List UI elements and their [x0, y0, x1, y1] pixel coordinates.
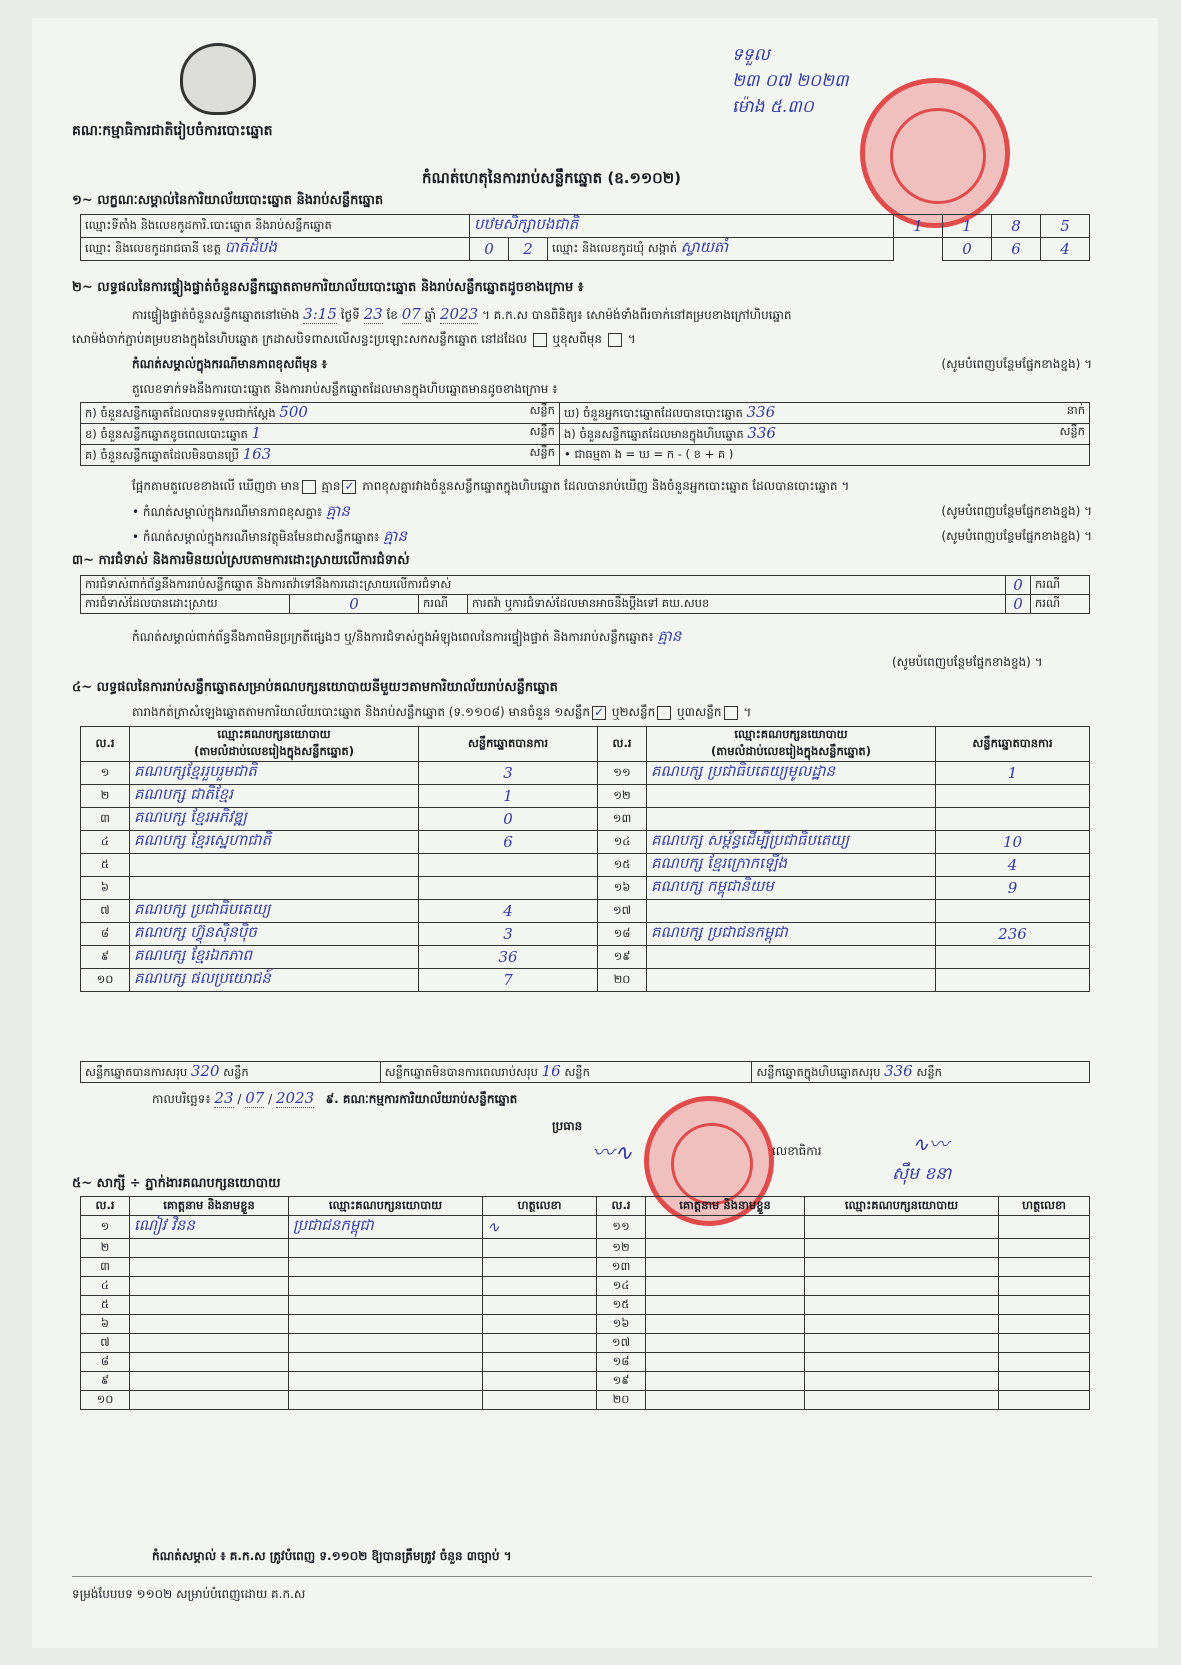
commune-code: 0: [943, 238, 992, 261]
party-name: [647, 969, 936, 992]
footer-divider: [72, 1576, 1092, 1577]
table-row: [81, 1334, 1090, 1353]
difference-note-line: កំណត់សម្គាល់ក្នុងករណីមានភាពខុសពីមុន ៖ (សូមបំពេញបន្ថែមផ្នែកខាងខ្នង) ។: [132, 357, 1092, 371]
irregularity-note: កំណត់សម្គាល់ពាក់ព័ន្ធនឹងភាពមិនប្រក្រតីផ្សេងៗ ឬ/និងការជំទាស់ក្នុងអំឡុងពេលនៃការផ្ទៀងផ្ទាត់ និងការរាប់សន្លឹកឆ្នោត៖ គ្មាន: [132, 627, 682, 645]
footnote: កំណត់សម្គាល់ ៖ គ.ក.ស ត្រូវបំពេញ ទ.១១០២ ឱ្យបានត្រឹមត្រូវ ចំនួន ៣ច្បាប់ ។: [152, 1549, 512, 1563]
ballots-in-box: 336: [747, 424, 776, 442]
vote-count: 4: [936, 854, 1090, 877]
vote-count: [419, 854, 598, 877]
row-number: ១៩: [598, 946, 647, 969]
empty-cell: [999, 1258, 1090, 1277]
figures-intro: តួលេខទាក់ទងនឹងការបោះឆ្នោត និងការរាប់សន្លឹកឆ្នោតដែលមានក្នុងហិបឆ្នោតមានដូចខាងក្រោម ៖: [132, 382, 558, 396]
row-number: ១៧: [598, 900, 647, 923]
witness-party: ប្រជាជនកម្ពុជា: [289, 1216, 483, 1239]
row-number: ២: [81, 1239, 130, 1258]
row-number: ៩: [81, 946, 130, 969]
row-number: ៧: [81, 900, 130, 923]
empty-cell: [646, 1239, 805, 1258]
province-label: ឈ្មោះ និងលេខកូដរាជធានី ខេត្ត: [85, 241, 221, 255]
vote-count: 0: [419, 808, 598, 831]
row-number: ៦: [81, 1315, 130, 1334]
station-value: បឋមសិក្សាបងជាតិ: [470, 215, 894, 238]
party-name: [130, 854, 419, 877]
received-ballots: 500: [279, 403, 308, 421]
party-name: គណបក្ស ខ្មែរឯកភាព: [130, 946, 419, 969]
secretary-signature: ∿〰: [912, 1132, 949, 1156]
table-row: [81, 1315, 1090, 1334]
discrepancy-line: ផ្អែកតាមតួលេខខាងលើ ឃើញថា មាន គ្មាន✓ ភាពខុសគ្នារវាងចំនួនសន្លឹកឆ្នោតក្នុងហិបឆ្នោត ដែលបានរាប់ឃើញ និងចំនួនអ្នកបោះឆ្នោត ដែលបានបោះឆ្នោត ។: [132, 478, 849, 494]
empty-cell: [805, 1315, 999, 1334]
row-number: ១៦: [598, 877, 647, 900]
party-name: គណបក្ស ខ្មែរអភិវឌ្ឍ: [130, 808, 419, 831]
empty-cell: [130, 1239, 289, 1258]
table-row: [81, 1296, 1090, 1315]
empty-cell: [289, 1239, 483, 1258]
vote-count: 10: [936, 831, 1090, 854]
empty-cell: [805, 1391, 999, 1410]
row-number: ១៦: [597, 1315, 646, 1334]
row-number: ៣: [81, 808, 130, 831]
table-row: [81, 762, 1090, 785]
row-number: ១៤: [598, 831, 647, 854]
station-digit: 5: [1041, 215, 1090, 238]
row-number: ១០: [81, 1391, 130, 1410]
empty-cell: [646, 1334, 805, 1353]
empty-cell: [646, 1372, 805, 1391]
row-number: ១១: [597, 1216, 646, 1239]
spoiled-ballots: 1: [251, 424, 262, 442]
row-number: ១១: [598, 762, 647, 785]
empty-cell: [483, 1296, 597, 1315]
row-number: ១៤: [597, 1277, 646, 1296]
total-valid: 320: [190, 1062, 220, 1080]
empty-cell: [483, 1334, 597, 1353]
party-name: គណបក្សខ្មែររួបរួមជាតិ: [130, 762, 419, 785]
table-row: [81, 877, 1090, 900]
vote-count: 1: [419, 785, 598, 808]
vote-count: [936, 969, 1090, 992]
row-number: ៦: [81, 877, 130, 900]
party-name: គណបក្ស ហ៊្វុនស៊ិនប៉ិច: [130, 923, 419, 946]
voters-count: 336: [746, 403, 776, 421]
polling-station-table: [80, 214, 1090, 261]
party-name: គណបក្ស ខ្មែរស្នេហាជាតិ: [130, 831, 419, 854]
complaints-table: ការជំទាស់ពាក់ព័ន្ធនឹងការរាប់សន្លឹកឆ្នោត និងការតវ៉ាទៅនឹងការដោះស្រាយលើការជំទាស់ 0 ករណី ការជំទាស់ដែលបានដោះស្រាយ 0 ករណី ការតវ៉ា ឬការជំទាស់ដែលមានអាចនឹងប្តឹងទៅ គឃ.សបខ 0 ករណី: [80, 575, 1090, 614]
empty-cell: [805, 1239, 999, 1258]
party-name: គណបក្ស ជាតិខ្មែរ: [130, 785, 419, 808]
empty-cell: [805, 1258, 999, 1277]
empty-cell: [130, 1277, 289, 1296]
commune-label: ឈ្មោះ និងលេខកូដឃុំ សង្កាត់: [552, 241, 677, 255]
month-value: 07: [401, 305, 421, 323]
two-sheet-checkbox[interactable]: [657, 706, 671, 720]
empty-cell: [646, 1258, 805, 1277]
empty-cell: [646, 1216, 805, 1239]
table-row: [81, 1258, 1090, 1277]
row-number: ១: [81, 762, 130, 785]
different-checkbox[interactable]: [608, 333, 622, 347]
empty-cell: [805, 1353, 999, 1372]
empty-cell: [646, 1315, 805, 1334]
row-number: ១០: [81, 969, 130, 992]
tally-sheet-line: តារាងកត់ត្រាសំឡេងឆ្នោតតាមការិយាល័យបោះឆ្នោត និងរាប់សន្លឹកឆ្នោត (ទ.១១០៨) មានចំនួន ១សន្លឹក✓ ឬ២សន្លឹក ឬ៣សន្លឹក ។: [132, 704, 751, 720]
vote-count: [936, 900, 1090, 923]
table-row: [81, 1372, 1090, 1391]
form-sheet: [32, 18, 1158, 1648]
empty-cell: [289, 1353, 483, 1372]
irregularity-fill-note: (សូមបំពេញបន្ថែមផ្នែកខាងខ្នង) ។: [892, 655, 1043, 669]
empty-cell: [289, 1372, 483, 1391]
empty-cell: [483, 1258, 597, 1277]
row-number: ១២: [597, 1239, 646, 1258]
empty-cell: [289, 1277, 483, 1296]
row-number: ២០: [598, 969, 647, 992]
vote-count: 3: [419, 923, 598, 946]
party-name: គណបក្ស សម្ព័ន្ធដើម្បីប្រជាធិបតេយ្យ: [647, 831, 936, 854]
nonballot-note: • កំណត់សម្គាល់ក្នុងករណីមានវត្ថុមិនមែនជាសន្លឹកឆ្នោត៖ គ្មាន (សូមបំពេញបន្ថែមផ្នែកខាងខ្នង) ។: [132, 527, 1092, 545]
empty-cell: [130, 1315, 289, 1334]
party-name: [647, 808, 936, 831]
has-difference-checkbox[interactable]: [302, 480, 316, 494]
table-row: [81, 923, 1090, 946]
row-number: ១៩: [597, 1372, 646, 1391]
empty-cell: [483, 1391, 597, 1410]
empty-cell: [646, 1296, 805, 1315]
row-number: ១៣: [598, 808, 647, 831]
party-name: គណបក្ស ប្រជាធិបតេយ្យមូលដ្ឋាន: [647, 762, 936, 785]
totals-table: សន្លឹកឆ្នោតបានការសរុប 320 សន្លឹក សន្លឹកឆ្នោតមិនបានការពេលរាប់សរុប 16 សន្លឹក សន្លឹកឆ្នោតក្នុងហិបឆ្នោតសរុប 336 សន្លឹក: [80, 1061, 1090, 1083]
verification-line: ការផ្ទៀងផ្ទាត់ចំនួនសន្លឹកឆ្នោតនៅម៉ោង 3:15 ថ្ងៃទី 23 ខែ 07 ឆ្នាំ 2023 ។ គ.ក.ស បានពិនិត្យ៖ សោម៉ង់ទាំងពីរចាក់នៅគម្របខាងក្រៅហិបឆ្នោត: [132, 305, 792, 323]
province-row: [81, 238, 470, 261]
vote-count: [936, 808, 1090, 831]
witness-table: ល.រ គោត្តនាម និងនាមខ្លួន ឈ្មោះគណបក្សនយោបាយ ហត្ថលេខា ល.រ គោត្តនាម និងនាមខ្លួន ឈ្មោះគណបក្សនយោបាយ ហត្ថលេខា ១ ណៀវ វិនន ប្រជាជនកម្ពុជា ∿ ១១ ២ ១២ ៣ ១៣ ៤ ១៤ ៥ ១៥ ៦ ១៦ ៧ ១៧ ៨ ១៨ ៩ ១៩ ១០ ២០: [80, 1196, 1090, 1410]
figures-table: ក) ចំនួនសន្លឹកឆ្នោតដែលបានទទួលជាក់ស្តែង 500 សន្លឹក ឃ) ចំនួនអ្នកបោះឆ្នោតដែលបានបោះឆ្នោត 336 នាក់ ខ) ចំនួនសន្លឹកឆ្នោតខូចពេលបោះឆ្នោត 1 សន្លឹក ង) ចំនួនសន្លឹកឆ្នោតដែលមានក្នុងហិបឆ្នោត 336 សន្លឹក គ) ចំនួនសន្លឹកឆ្នោតដែលមិនបានប្រើ 163 សន្លឹក • ជាធម្មតា ង = ឃ = ក - ( ខ + គ ): [80, 402, 1090, 466]
empty-cell: [289, 1296, 483, 1315]
table-row: [81, 946, 1090, 969]
row-number: ១២: [598, 785, 647, 808]
empty-cell: [646, 1391, 805, 1410]
empty-cell: [483, 1372, 597, 1391]
time-value: 3:15: [303, 305, 337, 323]
vote-count: 3: [419, 762, 598, 785]
empty-cell: [130, 1353, 289, 1372]
empty-cell: [805, 1372, 999, 1391]
chair-label: ប្រធាន: [552, 1119, 583, 1133]
results-table: ល.រ ឈ្មោះគណបក្សនយោបាយ (តាមលំដាប់លេខរៀងក្នុងសន្លឹកឆ្នោត) សន្លឹកឆ្នោតបានការ ល.រ ឈ្មោះគណបក្សនយោបាយ (តាមលំដាប់លេខរៀងក្នុងសន្លឹកឆ្នោត) សន្លឹកឆ្នោតបានការ ១ គណបក្សខ្មែររួបរួមជាតិ 3 ១១ គណបក្ស ប្រជាធិបតេយ្យមូលដ្ឋាន 1 ២ គណបក្ស ជាតិខ្មែរ 1 ១២ ៣ គណបក្ស ខ្មែរអភិវឌ្ឍ 0 ១៣ ៤ គណបក្ស ខ្មែរស្នេហាជាតិ 6 ១៤ គណបក្ស សម្ព័ន្ធដើម្បីប្រជាធិបតេយ្យ 10 ៥ ១៥ គណបក្ស ខ្មែរក្រោកឡើង 4 ៦ ១៦ គណបក្ស កម្ពុជានិយម 9 ៧ គណបក្ស ប្រជាធិបតេយ្យ 4 ១៧ ៨ គណបក្ស ហ៊្វុនស៊ិនប៉ិច 3 ១៨ គណបក្ស ប្រជាជនកម្ពុជា 236 ៩ គណបក្ស ខ្មែរឯកភាព 36 ១៩ ១០ គណបក្ស ផលប្រយោជន៍ 7 ២០: [80, 726, 1090, 992]
year-value: 2023: [439, 305, 479, 323]
section1-heading: ១~ លក្ខណៈសម្គាល់នៃការិយាល័យបោះឆ្នោត និងរាប់សន្លឹកឆ្នោត: [72, 193, 384, 208]
section2-heading: ២~ លទ្ធផលនៃការផ្ទៀងផ្ទាត់ចំនួនសន្លឹកឆ្នោតតាមការិយាល័យបោះឆ្នោត និងរាប់សន្លឹកឆ្នោតដូចខាងក្រោម ៖: [72, 280, 584, 295]
total-invalid: 16: [541, 1062, 561, 1080]
row-number: ៥: [81, 854, 130, 877]
form-footer: ទម្រង់បែបបទ ១១០២ សម្រាប់បំពេញដោយ គ.ក.ស: [72, 1587, 306, 1601]
station-digit: 8: [992, 215, 1041, 238]
section5-heading: ៥~ សាក្សី ÷ ភ្នាក់ងារគណបក្សនយោបាយ: [72, 1176, 281, 1191]
empty-cell: [999, 1315, 1090, 1334]
vote-count: 9: [936, 877, 1090, 900]
empty-cell: [805, 1216, 999, 1239]
party-name: [647, 900, 936, 923]
empty-cell: [999, 1216, 1090, 1239]
row-number: ២០: [597, 1391, 646, 1410]
row-number: ៩: [81, 1372, 130, 1391]
day-value: 23: [363, 305, 383, 323]
form-title: កំណត់ហេតុនៃការរាប់សន្លឹកឆ្នោត (ឧ.១១០២): [422, 169, 682, 187]
empty-cell: [289, 1258, 483, 1277]
official-stamp-top: [860, 78, 1010, 228]
vote-count: [419, 877, 598, 900]
party-name: គណបក្ស ប្រជាជនកម្ពុជា: [647, 923, 936, 946]
empty-cell: [130, 1372, 289, 1391]
empty-cell: [646, 1277, 805, 1296]
empty-cell: [483, 1277, 597, 1296]
commune-value: ស្វាយតាំ: [680, 238, 729, 256]
commune-cell: [548, 238, 894, 261]
party-name: [647, 785, 936, 808]
row-number: ៨: [81, 923, 130, 946]
row-number: ៤: [81, 1277, 130, 1296]
commune-code: 6: [992, 238, 1041, 261]
empty-cell: [289, 1334, 483, 1353]
empty-cell: [483, 1239, 597, 1258]
vote-count: 4: [419, 900, 598, 923]
section3-heading: ៣~ ការជំទាស់ និងការមិនយល់ស្របតាមការដោះស្រាយលើការជំទាស់: [72, 553, 410, 568]
empty-cell: [999, 1239, 1090, 1258]
empty-cell: [999, 1334, 1090, 1353]
party-name: គណបក្ស កម្ពុជានិយម: [647, 877, 936, 900]
empty-cell: [999, 1277, 1090, 1296]
table-row: [81, 1239, 1090, 1258]
row-number: ១៣: [597, 1258, 646, 1277]
one-sheet-checkbox[interactable]: [592, 706, 606, 720]
vote-count: [936, 785, 1090, 808]
row-number: ៨: [81, 1353, 130, 1372]
empty-cell: [805, 1296, 999, 1315]
table-row: [81, 1277, 1090, 1296]
row-number: ១៨: [598, 923, 647, 946]
resolved-count: 0: [290, 595, 419, 614]
province-code: 2: [509, 238, 548, 261]
vote-count: 236: [936, 923, 1090, 946]
party-name: គណបក្ស ផលប្រយោជន៍: [130, 969, 419, 992]
same-checkbox[interactable]: [533, 333, 547, 347]
unused-ballots: 163: [242, 445, 272, 463]
secretary-label: លេខាធិការ: [772, 1144, 822, 1158]
vote-count: [936, 946, 1090, 969]
station-digit: 1: [894, 215, 943, 238]
row-number: ៤: [81, 831, 130, 854]
empty-cell: [999, 1372, 1090, 1391]
party-name: គណបក្ស ប្រជាធិបតេយ្យ: [130, 900, 419, 923]
seal-check-line: សោម៉ង់ចាក់ភ្ជាប់គម្របខាងក្នុងនៃហិបឆ្នោត ក្រដាសបិទពាសលើសន្ទះប្រឡោះសកសន្លឹកឆ្នោត នៅដដែល ឬខុសពីមុន ។: [72, 332, 636, 346]
empty-cell: [646, 1353, 805, 1372]
empty-cell: [289, 1391, 483, 1410]
row-number: ១: [81, 1216, 130, 1239]
row-number: ៥: [81, 1296, 130, 1315]
date-line: កាលបរិច្ឆេទ៖ 23 / 07 / 2023 ៩. គណៈកម្មការការិយាល័យរាប់សន្លឹកឆ្នោត: [152, 1089, 518, 1107]
empty-cell: [805, 1277, 999, 1296]
empty-cell: [130, 1258, 289, 1277]
table-row: [81, 808, 1090, 831]
national-emblem-icon: [180, 43, 256, 115]
row-number: ៧: [81, 1334, 130, 1353]
total-in-box: 336: [884, 1062, 913, 1080]
empty-cell: [999, 1296, 1090, 1315]
vote-count: 7: [419, 969, 598, 992]
no-difference-checkbox[interactable]: [342, 480, 356, 494]
party-name: គណបក្ស ខ្មែរក្រោកឡើង: [647, 854, 936, 877]
table-row: [81, 969, 1090, 992]
party-name: [130, 877, 419, 900]
complaints-count: 0: [1006, 576, 1031, 595]
table-row: [81, 1216, 1090, 1239]
empty-cell: [805, 1334, 999, 1353]
row-number: ៣: [81, 1258, 130, 1277]
table-row: [81, 854, 1090, 877]
row-number: ១៨: [597, 1353, 646, 1372]
station-digit: 1: [943, 215, 992, 238]
province-value: បាត់ដំបង: [224, 238, 277, 256]
commune-code: 4: [1041, 238, 1090, 261]
empty-cell: [130, 1391, 289, 1410]
table-row: [81, 1391, 1090, 1410]
received-note: ទទួល ២៣ ០៧ ២០២៣ ម៉ោង ៥.៣០: [732, 45, 849, 117]
station-label: ឈ្មោះទីតាំង និងលេខកូដការិ.បោះឆ្នោត និងរាប់សន្លឹកឆ្នោត: [81, 215, 470, 238]
discrepancy-note: • កំណត់សម្គាល់ក្នុងករណីមានភាពខុសគ្នា៖ គ្មាន (សូមបំពេញបន្ថែមផ្នែកខាងខ្នង) ។: [132, 502, 1092, 520]
province-code: 0: [470, 238, 509, 261]
party-name: [647, 946, 936, 969]
witness-signature: ∿: [483, 1216, 597, 1239]
table-row: [81, 900, 1090, 923]
row-number: ២: [81, 785, 130, 808]
empty-cell: [130, 1334, 289, 1353]
empty-cell: [130, 1296, 289, 1315]
empty-cell: [999, 1391, 1090, 1410]
vote-count: 1: [936, 762, 1090, 785]
table-row: [81, 785, 1090, 808]
secretary-name: ស៊ឹម ខនា: [892, 1164, 952, 1184]
witness-name: ណៀវ វិនន: [130, 1216, 289, 1239]
empty-cell: [999, 1353, 1090, 1372]
table-row: [81, 831, 1090, 854]
org-name: គណៈកម្មាធិការជាតិរៀបចំការបោះឆ្នោត: [72, 123, 273, 139]
row-number: ១៥: [598, 854, 647, 877]
row-number: ១៥: [597, 1296, 646, 1315]
three-sheet-checkbox[interactable]: [724, 706, 738, 720]
vote-count: 36: [419, 946, 598, 969]
vote-count: 6: [419, 831, 598, 854]
empty-cell: [483, 1315, 597, 1334]
empty-cell: [483, 1353, 597, 1372]
empty-cell: [289, 1315, 483, 1334]
table-row: [81, 1353, 1090, 1372]
appeals-count: 0: [1006, 595, 1031, 614]
chair-signature: 〰∿: [592, 1141, 633, 1166]
row-number: ១៧: [597, 1334, 646, 1353]
section4-heading: ៤~ លទ្ធផលនៃការរាប់សន្លឹកឆ្នោតសម្រាប់គណបក្សនយោបាយនីមួយៗតាមការិយាល័យរាប់សន្លឹកឆ្នោត: [72, 680, 558, 695]
